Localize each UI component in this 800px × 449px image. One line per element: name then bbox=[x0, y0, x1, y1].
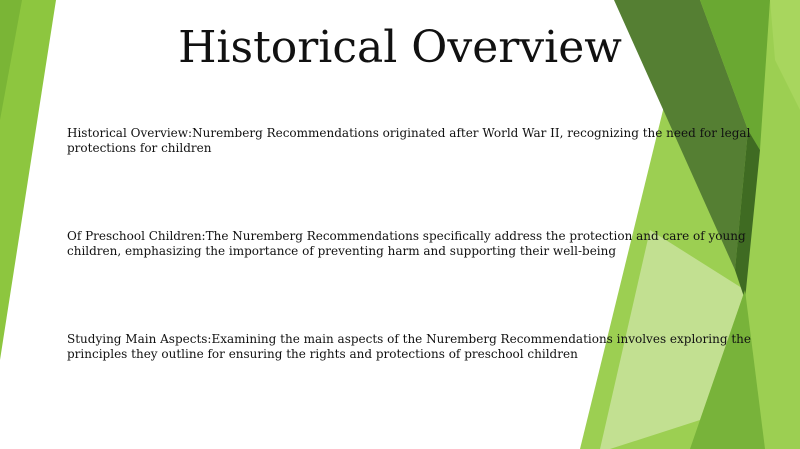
bullet-preschool-children bbox=[67, 229, 757, 259]
bullet-historical-overview bbox=[67, 126, 757, 156]
bullet-label: Studying Main Aspects: bbox=[67, 332, 212, 346]
slide-title: Historical Overview bbox=[178, 22, 622, 73]
bullet-text: The Nuremberg Recommendations specifically address the protection and care of young children, emphasizing the importance of preventing harm and supporting their well-being bbox=[67, 229, 746, 258]
bullet-main-aspects bbox=[67, 332, 757, 362]
bullet-label: Historical Overview: bbox=[67, 126, 193, 140]
bullet-label: Of Preschool Children: bbox=[67, 229, 206, 243]
bullet-text: Examining the main aspects of the Nuremberg Recommendations involves exploring the principles they outline for ensuring the rights and protections of preschool children bbox=[67, 332, 751, 361]
bullet-text: Nuremberg Recommendations originated after World War II, recognizing the need for legal protections for children bbox=[67, 126, 751, 155]
